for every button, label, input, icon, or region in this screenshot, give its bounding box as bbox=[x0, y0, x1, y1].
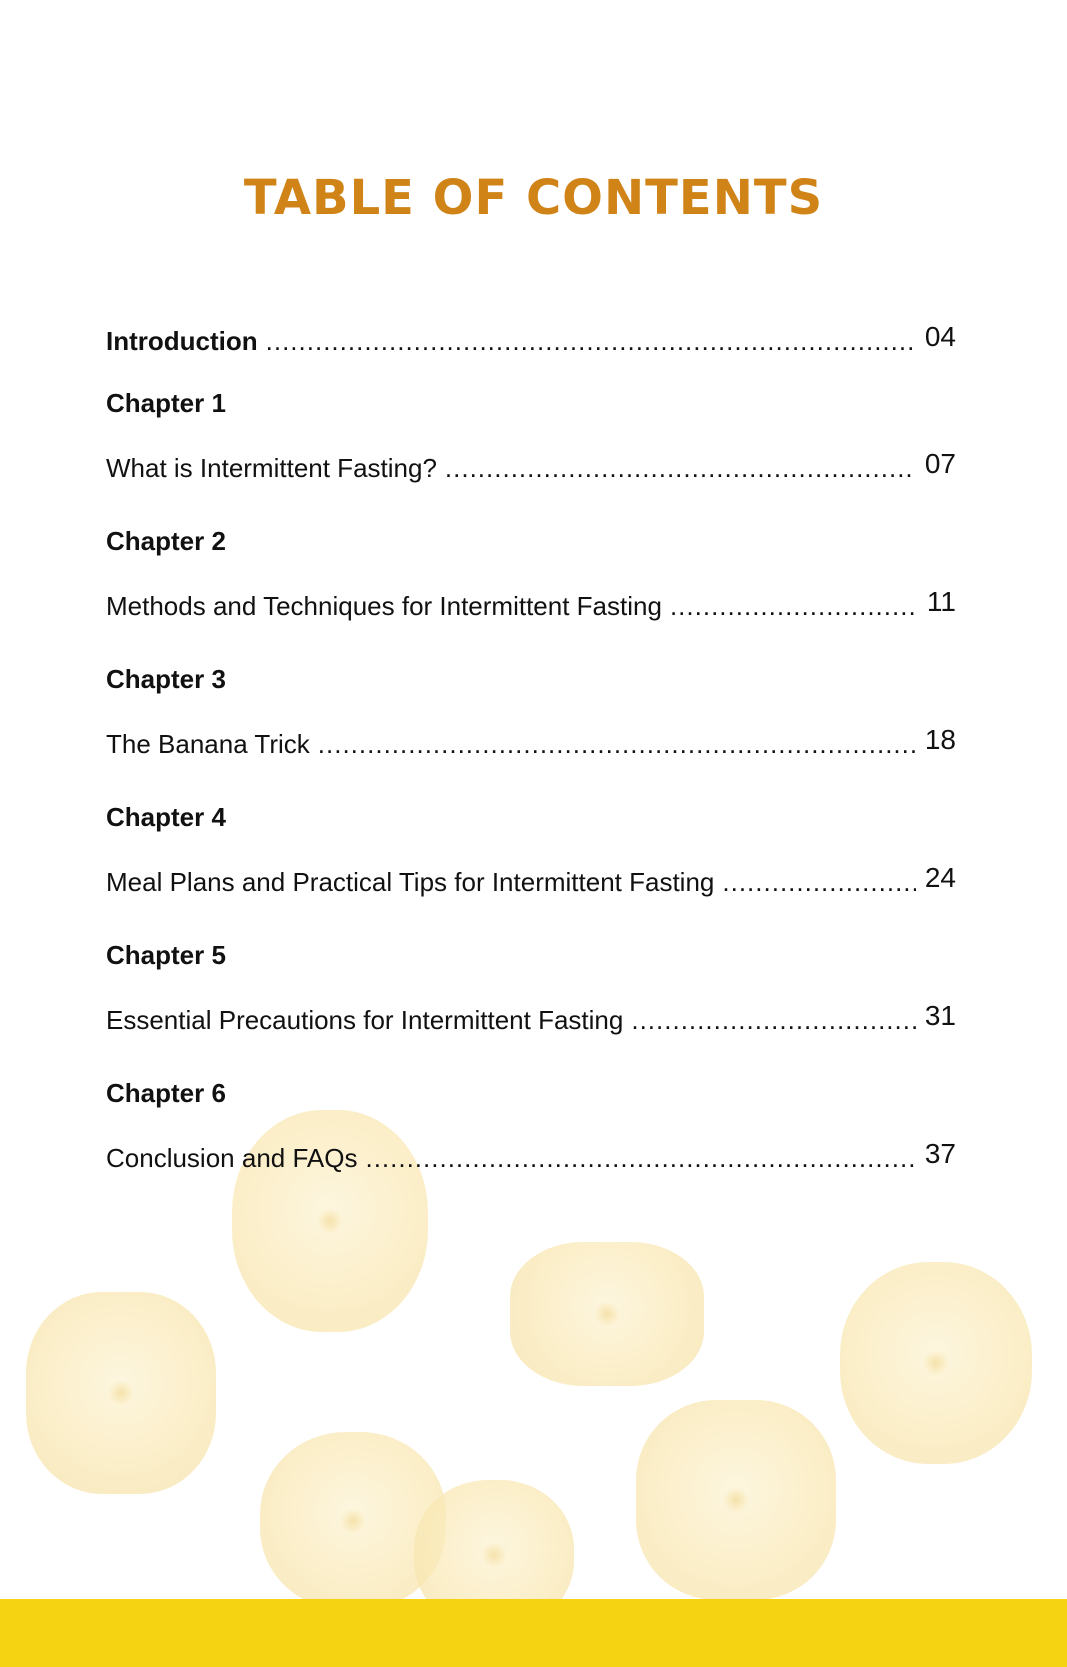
chapter-heading: Chapter 4 bbox=[106, 802, 226, 832]
toc-entry-introduction[interactable] bbox=[106, 320, 956, 388]
toc-entry-chapter-2[interactable] bbox=[106, 526, 956, 664]
toc-page-number: 24 bbox=[924, 862, 956, 893]
page-title: TABLE OF CONTENTS bbox=[243, 170, 824, 226]
leader-dots bbox=[365, 1143, 916, 1174]
chapter-title: Conclusion and FAQs bbox=[106, 1143, 358, 1173]
banana-slice bbox=[26, 1292, 216, 1494]
chapter-title: Meal Plans and Practical Tips for Intermittent Fasting bbox=[106, 867, 715, 897]
banana-slice bbox=[510, 1242, 704, 1386]
toc-page-number: 07 bbox=[924, 448, 956, 479]
toc-page-number: 31 bbox=[924, 1000, 956, 1031]
table-of-contents bbox=[106, 320, 956, 1216]
footer-bar bbox=[0, 1599, 1067, 1667]
toc-entry-chapter-1[interactable] bbox=[106, 388, 956, 526]
toc-page-number: 18 bbox=[924, 724, 956, 755]
toc-page-number: 11 bbox=[926, 586, 956, 617]
chapter-title: Methods and Techniques for Intermittent Fasting bbox=[106, 591, 662, 621]
leader-dots bbox=[445, 453, 916, 484]
chapter-heading: Chapter 6 bbox=[106, 1078, 226, 1108]
banana-slice bbox=[636, 1400, 836, 1600]
toc-entry-chapter-4[interactable] bbox=[106, 802, 956, 940]
leader-dots bbox=[266, 326, 916, 357]
chapter-heading: Chapter 5 bbox=[106, 940, 226, 970]
chapter-heading: Chapter 3 bbox=[106, 664, 226, 694]
toc-page-number: 04 bbox=[924, 321, 956, 352]
chapter-heading: Chapter 1 bbox=[106, 388, 226, 418]
leader-dots bbox=[318, 729, 916, 760]
banana-slice bbox=[840, 1262, 1032, 1464]
toc-label-introduction: Introduction bbox=[106, 326, 258, 356]
chapter-title: What is Intermittent Fasting? bbox=[106, 453, 437, 483]
chapter-title: The Banana Trick bbox=[106, 729, 310, 759]
leader-dots bbox=[722, 867, 916, 898]
leader-dots bbox=[631, 1005, 916, 1036]
toc-entry-chapter-3[interactable] bbox=[106, 664, 956, 802]
toc-page-number: 37 bbox=[924, 1138, 956, 1169]
toc-entry-chapter-5[interactable] bbox=[106, 940, 956, 1078]
toc-entry-chapter-6[interactable] bbox=[106, 1078, 956, 1216]
chapter-title: Essential Precautions for Intermittent Fasting bbox=[106, 1005, 624, 1035]
chapter-heading: Chapter 2 bbox=[106, 526, 226, 556]
leader-dots bbox=[670, 591, 916, 622]
